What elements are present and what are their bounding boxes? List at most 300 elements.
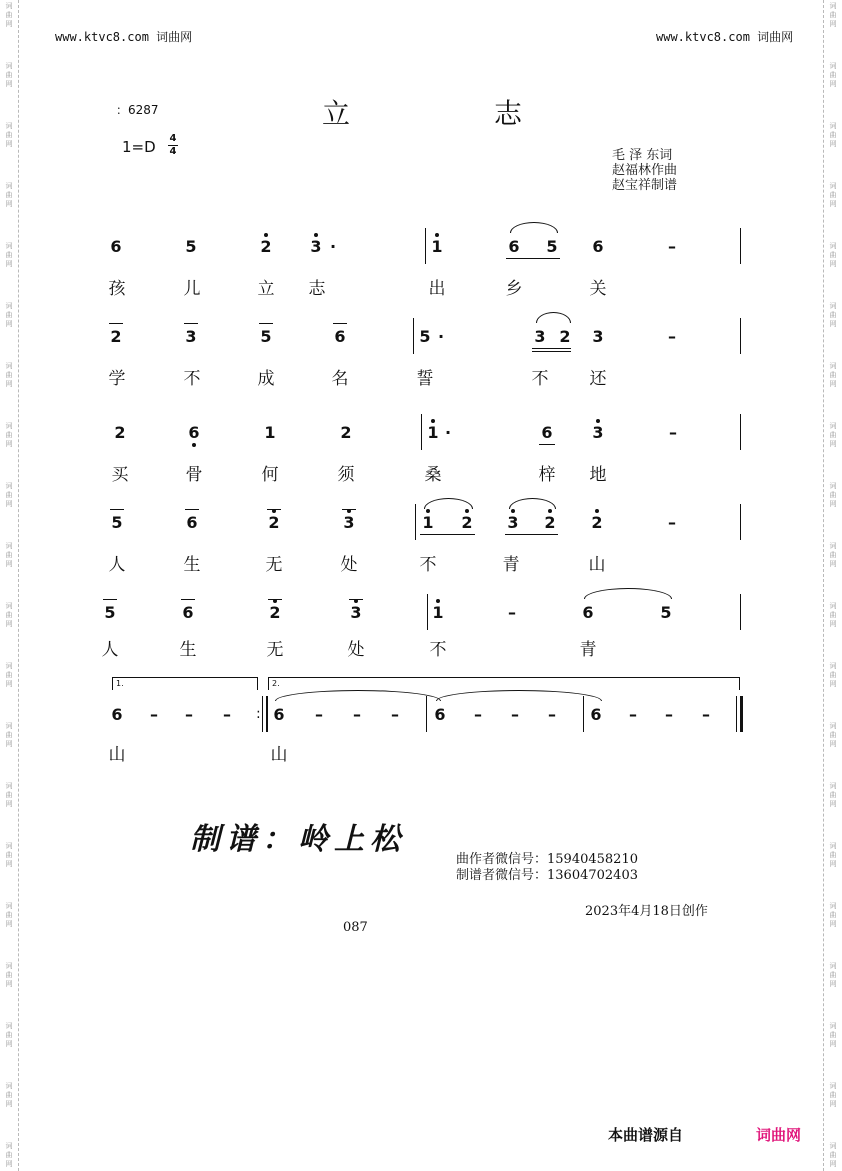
- watermark-char: 曲: [5, 971, 13, 979]
- watermark-char: 网: [829, 320, 837, 328]
- note-digit: 5: [419, 327, 431, 346]
- lyric-char: 关: [589, 279, 607, 299]
- watermark-char: 网: [829, 380, 837, 388]
- octave-up-dot: [595, 509, 599, 513]
- barline: [413, 318, 414, 354]
- watermark-char: 网: [5, 20, 13, 28]
- wechat-info: [456, 852, 638, 884]
- lyric-char: 生: [179, 640, 197, 660]
- watermark-char: 网: [5, 980, 13, 988]
- note-digit: 3: [592, 327, 604, 346]
- lyric-char: 学: [108, 369, 126, 389]
- note: [537, 424, 557, 442]
- note: [587, 514, 607, 532]
- note: [181, 328, 201, 346]
- octave-up-dot: [426, 509, 430, 513]
- lyric-char: 孩: [108, 279, 126, 299]
- slur: [536, 312, 571, 323]
- dash-extension: [623, 706, 643, 724]
- time-signature-top: 4: [169, 133, 177, 144]
- watermark-char: 网: [829, 740, 837, 748]
- note-digit: 2: [559, 327, 571, 346]
- watermark-char: 词: [829, 62, 837, 70]
- note-digit: 6: [182, 603, 194, 622]
- note-digit: 6: [111, 705, 123, 724]
- volta-label-2: 2.: [272, 679, 280, 688]
- lyric-char: 成: [257, 369, 275, 389]
- watermark-char: 词: [829, 122, 837, 130]
- site-name[interactable]: 词曲网: [757, 30, 794, 44]
- final-barline-thick: [740, 696, 743, 732]
- lyric-char: 乡: [505, 279, 523, 299]
- lyric-char: 青: [502, 555, 520, 575]
- note-digit: –: [185, 705, 193, 724]
- note-digit: –: [702, 705, 710, 724]
- barline: [583, 696, 584, 732]
- lyric-char: 无: [265, 555, 283, 575]
- watermark-char: 词: [5, 1082, 13, 1090]
- overline: [267, 509, 281, 510]
- note: [269, 706, 289, 724]
- watermark-char: 词: [5, 722, 13, 730]
- note: [530, 328, 550, 346]
- lyric-char: 骨: [185, 465, 203, 485]
- note-digit: –: [508, 603, 516, 622]
- watermark-char: 网: [5, 560, 13, 568]
- overline: [109, 323, 123, 324]
- slur: [436, 690, 602, 701]
- watermark-char: 曲: [829, 791, 837, 799]
- note: [346, 604, 366, 622]
- watermark-char: 网: [5, 620, 13, 628]
- barline: [415, 504, 416, 540]
- watermark-char: 网: [5, 1160, 13, 1168]
- lyric-char: 立: [257, 279, 275, 299]
- watermark-char: 网: [829, 800, 837, 808]
- note: [540, 514, 560, 532]
- barline: [740, 414, 741, 450]
- note-digit: –: [474, 705, 482, 724]
- note-digit: 6: [541, 423, 553, 442]
- lyric-char: 生: [183, 555, 201, 575]
- note: [588, 424, 608, 442]
- watermark-char: 词: [829, 662, 837, 670]
- watermark-char: 曲: [5, 611, 13, 619]
- note-digit: 5: [185, 237, 197, 256]
- watermark-char: 词: [829, 722, 837, 730]
- lyric-char: 不: [419, 555, 437, 575]
- note: [184, 424, 204, 442]
- watermark-char: 网: [5, 1100, 13, 1108]
- watermark-char: 网: [5, 860, 13, 868]
- octave-up-dot: [511, 509, 515, 513]
- lyric-char: 名: [331, 369, 349, 389]
- watermark-char: 曲: [5, 1151, 13, 1159]
- watermark-char: 词: [5, 1142, 13, 1150]
- lyric-char: 誓: [416, 369, 434, 389]
- underline-beam: [532, 348, 571, 349]
- repeat-end-sign: :: [256, 706, 261, 722]
- watermark-char: 曲: [829, 671, 837, 679]
- note-digit: 6: [273, 705, 285, 724]
- slur: [424, 498, 473, 509]
- note-digit: 5: [546, 237, 558, 256]
- watermark-char: 词: [5, 362, 13, 370]
- dash-extension: [659, 706, 679, 724]
- watermark-char: 网: [829, 80, 837, 88]
- watermark-char: 曲: [829, 371, 837, 379]
- watermark-char: 词: [5, 122, 13, 130]
- note: [107, 706, 127, 724]
- lyric-char: 不: [531, 369, 549, 389]
- octave-up-dot: [436, 599, 440, 603]
- site-url[interactable]: www.ktvc8.com: [55, 30, 149, 44]
- note-digit: 5: [104, 603, 116, 622]
- barline: [740, 504, 741, 540]
- watermark-char: 曲: [5, 1031, 13, 1039]
- note-digit: 3: [592, 423, 604, 442]
- note-digit: 2: [110, 327, 122, 346]
- watermark-char: 词: [5, 962, 13, 970]
- watermark-char: 词: [829, 362, 837, 370]
- watermark-char: 词: [829, 1142, 837, 1150]
- note-digit: –: [223, 705, 231, 724]
- lyric-char: 还: [589, 369, 607, 389]
- lyric-char: 人: [108, 555, 126, 575]
- note-digit: 6: [582, 603, 594, 622]
- watermark-char: 曲: [829, 551, 837, 559]
- lyric-char: 儿: [183, 279, 201, 299]
- watermark-char: 曲: [5, 491, 13, 499]
- note-digit: 1: [264, 423, 276, 442]
- arranger-wechat: 制谱者微信号：13604702403: [456, 868, 638, 883]
- note-digit: 3: [534, 327, 546, 346]
- octave-up-dot: [465, 509, 469, 513]
- site-url[interactable]: www.ktvc8.com: [656, 30, 750, 44]
- lyric-char: 须: [337, 465, 355, 485]
- barline: [427, 594, 428, 630]
- time-signature-bottom: 4: [169, 146, 177, 157]
- watermark-char: 曲: [829, 191, 837, 199]
- watermark-char: 词: [829, 482, 837, 490]
- dash-extension: [144, 706, 164, 724]
- watermark-char: 网: [829, 1100, 837, 1108]
- watermark-char: 词: [5, 182, 13, 190]
- note-digit: ·: [444, 423, 452, 442]
- note-digit: 1: [432, 603, 444, 622]
- watermark-char: 词: [829, 182, 837, 190]
- watermark-char: 网: [829, 860, 837, 868]
- overline: [185, 509, 199, 510]
- lyricist-credit: 毛 泽 东词: [612, 148, 673, 163]
- watermark-char: 词: [5, 782, 13, 790]
- note: [107, 514, 127, 532]
- note: [100, 604, 120, 622]
- note-digit: 6: [334, 327, 346, 346]
- watermark-char: 网: [5, 1040, 13, 1048]
- watermark-char: 网: [5, 200, 13, 208]
- note-digit: –: [668, 513, 676, 532]
- watermark-char: 网: [5, 920, 13, 928]
- watermark-char: 曲: [829, 131, 837, 139]
- note: [555, 328, 575, 346]
- watermark-char: 网: [829, 200, 837, 208]
- note-digit: 6: [592, 237, 604, 256]
- barline: [740, 318, 741, 354]
- note: [106, 328, 126, 346]
- watermark-char: 曲: [829, 71, 837, 79]
- watermark-char: 曲: [5, 551, 13, 559]
- watermark-char: 曲: [829, 971, 837, 979]
- underline-beam: [539, 444, 555, 445]
- note: [182, 514, 202, 532]
- overline: [259, 323, 273, 324]
- note-digit: 1: [422, 513, 434, 532]
- watermark-char: 网: [829, 560, 837, 568]
- dash-extension: [662, 238, 682, 256]
- octave-up-dot: [596, 419, 600, 423]
- note: [330, 328, 350, 346]
- note: [110, 424, 130, 442]
- note-digit: 2: [461, 513, 473, 532]
- note-digit: 5: [260, 327, 272, 346]
- title-char-left: 立: [322, 97, 351, 130]
- barline: [421, 414, 422, 450]
- key-signature: 1=D: [122, 138, 156, 156]
- overline: [110, 509, 124, 510]
- note-digit: –: [669, 423, 677, 442]
- watermark-char: 网: [829, 140, 837, 148]
- note: [428, 604, 448, 622]
- dash-extension: [663, 424, 683, 442]
- watermark-char: 曲: [5, 671, 13, 679]
- dash-extension: [542, 706, 562, 724]
- note-digit: ·: [329, 237, 337, 256]
- lyric-char: 梓: [538, 465, 556, 485]
- watermark-char: 曲: [5, 911, 13, 919]
- watermark-char: 曲: [829, 431, 837, 439]
- note-digit: ·: [437, 327, 445, 346]
- watermark-char: 曲: [5, 11, 13, 19]
- note-digit: –: [665, 705, 673, 724]
- composer-wechat: 曲作者微信号：15940458210: [456, 852, 638, 867]
- note-digit: 2: [340, 423, 352, 442]
- watermark-char: 网: [5, 80, 13, 88]
- watermark-char: 网: [829, 20, 837, 28]
- underline-beam: [506, 258, 560, 259]
- lyric-char: 无: [266, 640, 284, 660]
- watermark-char: 曲: [5, 371, 13, 379]
- note-digit: –: [391, 705, 399, 724]
- octave-up-dot: [314, 233, 318, 237]
- note: [427, 238, 447, 256]
- note-digit: –: [511, 705, 519, 724]
- barline: [740, 594, 741, 630]
- lyric-char: 处: [347, 640, 365, 660]
- watermark-char: 词: [5, 662, 13, 670]
- note-digit: 1: [427, 423, 439, 442]
- watermark-char: 曲: [829, 1091, 837, 1099]
- watermark-char: 词: [5, 482, 13, 490]
- note: [586, 706, 606, 724]
- underline-beam: [505, 534, 558, 535]
- dash-extension: [696, 706, 716, 724]
- note-digit: 3: [185, 327, 197, 346]
- overline: [184, 323, 198, 324]
- watermark-char: 词: [829, 302, 837, 310]
- lyric-char: 不: [429, 640, 447, 660]
- note-digit: 1: [431, 237, 443, 256]
- watermark-char: 曲: [5, 131, 13, 139]
- octave-up-dot: [435, 233, 439, 237]
- note: [256, 238, 276, 256]
- note: [264, 514, 284, 532]
- watermark-char: 曲: [829, 851, 837, 859]
- underline-beam: [420, 534, 475, 535]
- note: [542, 238, 562, 256]
- arranger-credit: 赵宝祥制谱: [612, 178, 678, 193]
- note-digit: 3: [350, 603, 362, 622]
- lyric-char: 处: [340, 555, 358, 575]
- footer-source-text: 本曲谱源自: [608, 1126, 684, 1144]
- watermark-char: 词: [829, 1082, 837, 1090]
- watermark-char: 词: [829, 422, 837, 430]
- octave-up-dot: [431, 419, 435, 423]
- note-digit: 2: [544, 513, 556, 532]
- dash-extension: [662, 514, 682, 532]
- page-number: 087: [343, 920, 368, 935]
- note: [457, 514, 477, 532]
- watermark-char: 曲: [5, 731, 13, 739]
- site-name[interactable]: 词曲网: [156, 30, 193, 44]
- lyric-char: 出: [428, 279, 446, 299]
- volta-bracket-2: [268, 677, 740, 690]
- note-digit: 6: [508, 237, 520, 256]
- note: [418, 514, 438, 532]
- watermark-char: 曲: [829, 731, 837, 739]
- dash-extension: [385, 706, 405, 724]
- watermark-char: 网: [5, 680, 13, 688]
- lyric-char: 山: [270, 745, 288, 765]
- watermark-char: 曲: [5, 791, 13, 799]
- note-digit: –: [629, 705, 637, 724]
- note: [588, 328, 608, 346]
- score-number: ：6287: [116, 103, 159, 117]
- watermark-char: 词: [829, 962, 837, 970]
- watermark-char: 曲: [829, 1031, 837, 1039]
- overline: [103, 599, 117, 600]
- watermark-char: 曲: [829, 611, 837, 619]
- overline: [333, 323, 347, 324]
- watermark-char: 词: [829, 2, 837, 10]
- note-digit: 2: [269, 603, 281, 622]
- watermark-char: 网: [5, 320, 13, 328]
- watermark-char: 词: [5, 2, 13, 10]
- lyric-char: 不: [183, 369, 201, 389]
- note: [106, 238, 126, 256]
- watermark-char: 网: [829, 1040, 837, 1048]
- note: [588, 238, 608, 256]
- watermark-char: 词: [829, 782, 837, 790]
- watermark-char: 词: [5, 62, 13, 70]
- note-digit: 5: [111, 513, 123, 532]
- watermark-char: 网: [829, 620, 837, 628]
- slur: [584, 588, 672, 599]
- repeat-barline-thin: [262, 696, 263, 732]
- watermark-char: 网: [829, 980, 837, 988]
- slur: [509, 498, 556, 509]
- lyric-char: 桑: [424, 465, 442, 485]
- note: [260, 424, 280, 442]
- note-digit: 2: [260, 237, 272, 256]
- volta-label-1: 1.: [116, 679, 124, 688]
- dash-extension: [179, 706, 199, 724]
- watermark-char: 词: [5, 902, 13, 910]
- volta-bracket-1: [112, 677, 258, 690]
- dotted-note-dot: [323, 238, 343, 256]
- watermark-char: 词: [829, 902, 837, 910]
- dash-extension: [502, 604, 522, 622]
- lyric-char: 山: [588, 555, 606, 575]
- watermark-char: 网: [829, 920, 837, 928]
- watermark-char: 网: [5, 500, 13, 508]
- watermark-char: 网: [829, 680, 837, 688]
- watermark-char: 词: [5, 602, 13, 610]
- watermark-char: 词: [5, 542, 13, 550]
- dash-extension: [505, 706, 525, 724]
- watermark-char: 网: [5, 740, 13, 748]
- dash-extension: [468, 706, 488, 724]
- footer-brand[interactable]: 词曲网: [756, 1126, 802, 1144]
- watermark-char: 词: [829, 542, 837, 550]
- watermark-char: 词: [5, 842, 13, 850]
- note-digit: 2: [114, 423, 126, 442]
- overline: [342, 509, 356, 510]
- barline: [425, 228, 426, 264]
- lyric-char: 地: [589, 465, 607, 485]
- note-digit: –: [315, 705, 323, 724]
- lyric-char: 何: [261, 465, 279, 485]
- dash-extension: [217, 706, 237, 724]
- watermark-char: 曲: [829, 251, 837, 259]
- note: [181, 238, 201, 256]
- octave-down-dot: [192, 443, 196, 447]
- watermark-char: 曲: [829, 11, 837, 19]
- repeat-barline-thick: [266, 696, 268, 732]
- watermark-char: 曲: [829, 1151, 837, 1159]
- watermark-char: 曲: [829, 911, 837, 919]
- dash-extension: [309, 706, 329, 724]
- dotted-note-dot: [438, 424, 458, 442]
- watermark-char: 曲: [5, 1091, 13, 1099]
- barline: [740, 228, 741, 264]
- watermark-char: 词: [829, 1022, 837, 1030]
- watermark-char: 词: [5, 242, 13, 250]
- watermark-char: 词: [5, 1022, 13, 1030]
- dash-extension: [662, 328, 682, 346]
- note-digit: –: [548, 705, 556, 724]
- lyric-char: 青: [579, 640, 597, 660]
- note: [256, 328, 276, 346]
- watermark-char: 曲: [829, 311, 837, 319]
- note: [504, 238, 524, 256]
- lyric-char: 人: [101, 640, 119, 660]
- note: [503, 514, 523, 532]
- dotted-note-dot: [431, 328, 451, 346]
- note-digit: 3: [507, 513, 519, 532]
- watermark-char: 网: [5, 260, 13, 268]
- note-digit: 6: [188, 423, 200, 442]
